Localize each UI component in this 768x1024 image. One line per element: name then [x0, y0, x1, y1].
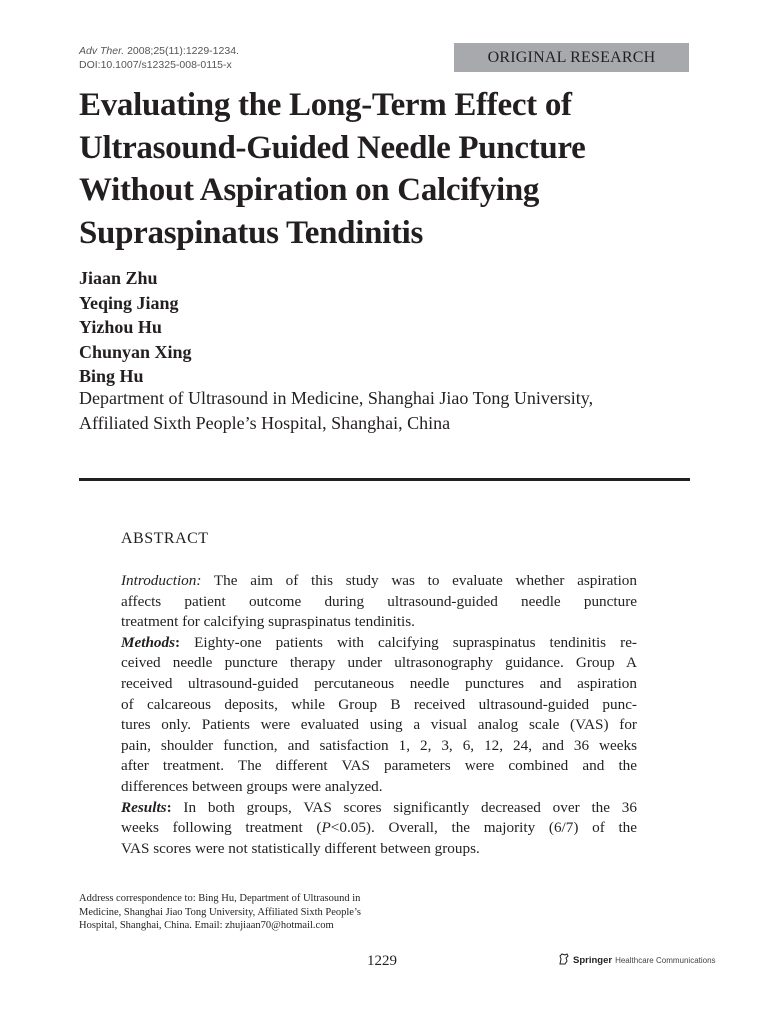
abstract-line: ceived needle puncture therapy under ultrasonography guidance. Group A	[121, 654, 637, 672]
abstract-line: pain, shoulder function, and satisfaction 1, 2, 3, 6, 12, 24, and 36 weeks	[121, 736, 637, 754]
introduction-label: Introduction:	[121, 572, 202, 589]
methods-label: Methods	[121, 633, 176, 651]
publisher-logo	[558, 953, 716, 967]
abstract-line: differences between groups were analyzed.	[121, 777, 383, 795]
abstract-line: tures only. Patients were evaluated using a visual analog scale (VAS) for	[121, 716, 637, 734]
p-value-symbol: P	[321, 819, 331, 837]
title-line: Evaluating the Long-Term Effect of	[79, 87, 572, 123]
results-label: Results	[121, 798, 167, 816]
citation-text: 2008;25(11):1229-1234.	[127, 45, 239, 57]
footnote-line: Medicine, Shanghai Jiao Tong University, Affiliated Sixth People’s	[79, 906, 361, 918]
author-name: Bing Hu	[79, 366, 144, 386]
footnote-line: Hospital, Shanghai, China. Email: zhujiaan70@hotmail.com	[79, 920, 334, 931]
footnote-line: Address correspondence to: Bing Hu, Department of Ultrasound in	[79, 893, 361, 904]
citation-block	[79, 44, 239, 72]
affiliation	[79, 386, 699, 435]
abstract-line: VAS scores were not statistically different between groups.	[121, 839, 480, 857]
abstract-line: Methods: Eighty-one patients with calcifying supraspinatus tendinitis re-	[121, 633, 637, 651]
author-name: Yizhou Hu	[79, 317, 162, 337]
divider-rule	[79, 478, 690, 481]
publisher-subtitle: Healthcare Communications	[615, 955, 716, 965]
abstract-heading: ABSTRACT	[121, 530, 209, 547]
abstract-line: of calcareous deposits, while Group B received ultrasound-guided punc-	[121, 695, 637, 713]
page-number: 1229	[367, 953, 397, 969]
title-line: Without Aspiration on Calcifying	[79, 172, 540, 208]
springer-horse-icon	[558, 953, 570, 967]
abstract-line: treatment for calcifying supraspinatus tendinitis.	[121, 613, 415, 631]
journal-name: Adv Ther.	[79, 45, 125, 57]
abstract-line: Results: In both groups, VAS scores significantly decreased over the 36	[121, 798, 637, 816]
abstract-body	[121, 571, 637, 859]
affiliation-line: Department of Ultrasound in Medicine, Shanghai Jiao Tong University,	[79, 388, 594, 408]
correspondence-footnote	[79, 892, 439, 933]
author-name: Jiaan Zhu	[79, 268, 158, 288]
affiliation-line: Affiliated Sixth People’s Hospital, Shanghai, China	[79, 412, 451, 433]
publisher-brand: Springer	[573, 954, 613, 966]
article-type-badge: ORIGINAL RESEARCH	[454, 43, 689, 72]
title-line: Supraspinatus Tendinitis	[79, 214, 424, 251]
title-line: Ultrasound-Guided Needle Puncture	[79, 129, 586, 166]
article-title	[79, 84, 699, 254]
abstract-line: after treatment. The different VAS parameters were combined and the	[121, 757, 637, 775]
abstract-line: Introduction: The aim of this study was to evaluate whether aspiration	[121, 572, 637, 589]
doi-text[interactable]: DOI:10.1007/s12325-008-0115-x	[79, 59, 232, 71]
abstract-line: weeks following treatment (P<0.05). Overall, the majority (6/7) of the	[121, 819, 638, 837]
abstract-line: received ultrasound-guided percutaneous needle punctures and aspiration	[121, 674, 637, 692]
author-name: Chunyan Xing	[79, 341, 192, 362]
author-name: Yeqing Jiang	[79, 292, 179, 313]
author-list	[79, 266, 192, 389]
abstract-line: affects patient outcome during ultrasound-guided needle puncture	[121, 592, 637, 610]
